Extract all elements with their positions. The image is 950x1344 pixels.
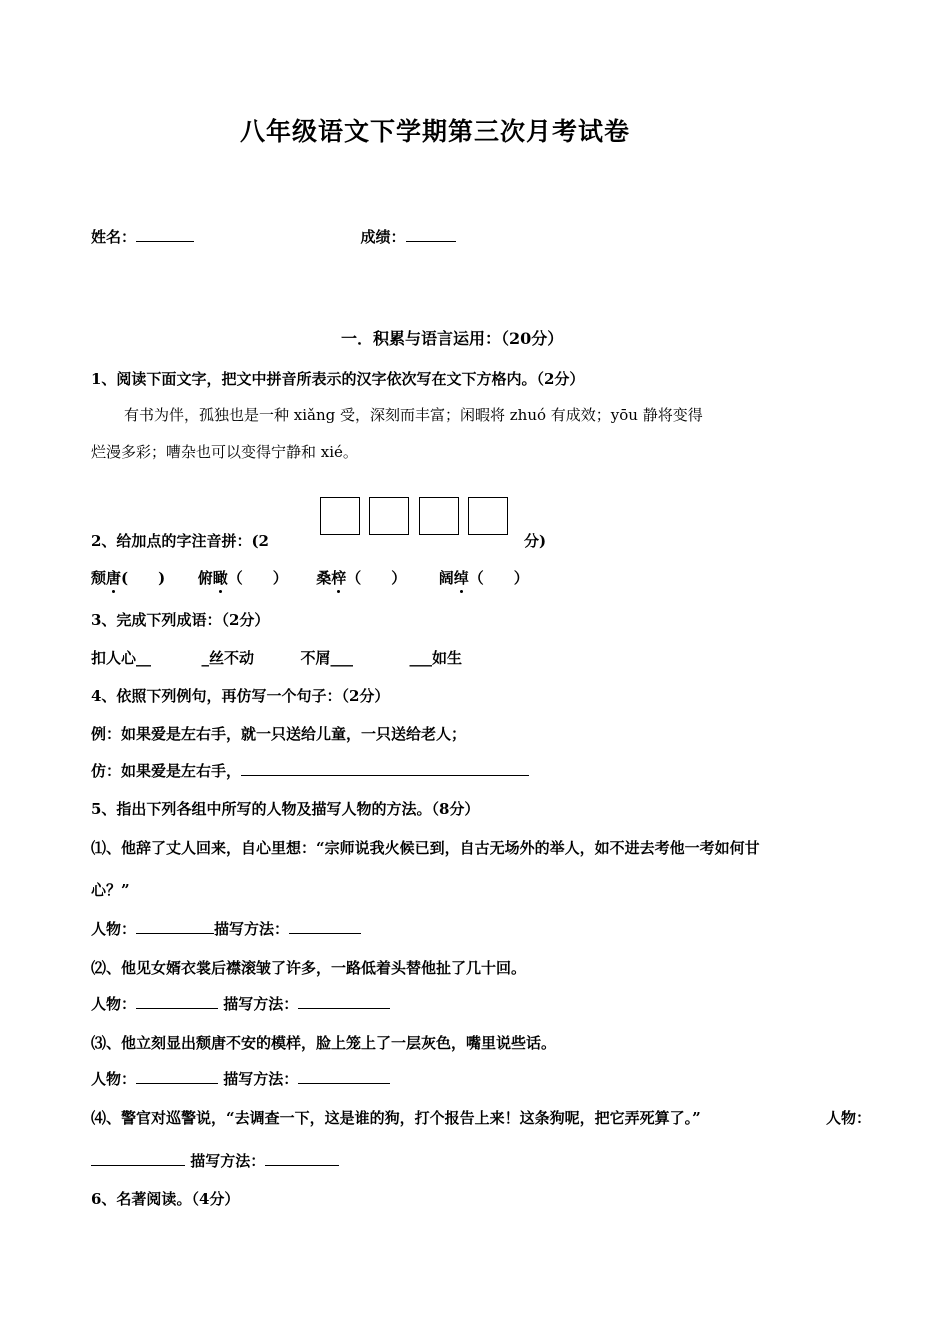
q1-text-line1: 有书为伴，孤独也是一种 xiǎng 受，深刻而丰富；闲暇将 zhuó 有成效；yōu 静将变得 bbox=[124, 406, 703, 424]
score-label: 成绩： bbox=[360, 228, 406, 246]
q3-idioms bbox=[91, 648, 462, 668]
method-blank[interactable] bbox=[298, 994, 390, 1009]
person-blank[interactable] bbox=[136, 994, 218, 1009]
method-blank[interactable] bbox=[265, 1151, 339, 1166]
q3-prompt: 3、完成下列成语：（2分） bbox=[91, 611, 270, 629]
name-blank[interactable] bbox=[136, 227, 194, 242]
section-heading: 一．积累与语言运用：（20分） bbox=[341, 329, 564, 348]
q4-prompt: 4、依照下列例句，再仿写一个句子：（2分） bbox=[91, 687, 390, 705]
name-label: 姓名： bbox=[91, 228, 137, 246]
student-info-row bbox=[91, 227, 456, 247]
q2-items bbox=[91, 568, 529, 588]
q6-prompt: 6、名著阅读。（4分） bbox=[91, 1190, 240, 1208]
q5-s1-answer: 人物： 描写方法： bbox=[91, 919, 361, 939]
q5-s3: ⑶、他立刻显出颓唐不安的模样，脸上笼上了一层灰色，嘴里说些话。 bbox=[91, 1034, 557, 1052]
q5-prompt: 5、指出下列各组中所写的人物及描写人物的方法。（8分） bbox=[91, 800, 480, 818]
q5-s4-answer: 描写方法： bbox=[91, 1151, 339, 1171]
q2-item: 颓唐( ) bbox=[91, 569, 166, 587]
person-blank[interactable] bbox=[91, 1151, 185, 1166]
person-blank[interactable] bbox=[136, 919, 214, 934]
answer-box-1[interactable] bbox=[320, 497, 360, 535]
idiom-2[interactable]: _丝不动 bbox=[201, 649, 254, 667]
idiom-1[interactable]: 扣人心__ bbox=[91, 649, 152, 667]
q4-imitate-row bbox=[91, 761, 529, 781]
person-blank[interactable] bbox=[136, 1069, 218, 1084]
q4-example: 例：如果爱是左右手，就一只送给儿童，一只送给老人； bbox=[91, 725, 467, 743]
q1-text-line2: 烂漫多彩；嘈杂也可以变得宁静和 xié。 bbox=[91, 443, 358, 461]
q4-answer-blank[interactable] bbox=[241, 761, 529, 776]
q2-prompt-end: 分) bbox=[524, 532, 547, 550]
answer-box-2[interactable] bbox=[369, 497, 409, 535]
q5-s1-line2: 心？” bbox=[91, 881, 130, 899]
q5-s4-person-label: 人物： bbox=[826, 1109, 872, 1127]
q2-prompt bbox=[91, 531, 269, 551]
method-blank[interactable] bbox=[298, 1069, 390, 1084]
q2-item: 阔绰（ ） bbox=[438, 569, 529, 587]
q2-prompt-start: 2、给加点的字注音拼：(2 bbox=[91, 532, 269, 550]
q2-item: 俯瞰（ ） bbox=[197, 569, 288, 587]
q5-s2-answer: 人物： 描写方法： bbox=[91, 994, 390, 1014]
q5-s4: ⑷、警官对巡警说，“去调查一下，这是谁的狗，打个报告上来！这条狗呢，把它弄死算了。” bbox=[91, 1109, 701, 1127]
exam-title: 八年级语文下学期第三次月考试卷 bbox=[239, 117, 630, 146]
q2-item: 桑梓（ ） bbox=[316, 569, 407, 587]
q4-imitate: 仿：如果爱是左右手， bbox=[91, 762, 242, 780]
q1-prompt: 1、阅读下面文字，把文中拼音所表示的汉字依次写在文下方格内。（2分） bbox=[91, 370, 585, 388]
idiom-4[interactable]: ___如生 bbox=[409, 649, 462, 667]
q5-s2: ⑵、他见女婿衣裳后襟滚皱了许多，一路低着头替他扯了几十回。 bbox=[91, 959, 527, 977]
method-blank[interactable] bbox=[289, 919, 361, 934]
q5-s3-answer: 人物： 描写方法： bbox=[91, 1069, 390, 1089]
score-blank[interactable] bbox=[406, 227, 456, 242]
answer-box-3[interactable] bbox=[419, 497, 459, 535]
idiom-3[interactable]: 不屑___ bbox=[300, 649, 353, 667]
answer-box-4[interactable] bbox=[468, 497, 508, 535]
q5-s1-line1: ⑴、他辞了丈人回来，自心里想：“宗师说我火候已到，自古无场外的举人，如不进去考他一考如何甘 bbox=[91, 839, 760, 857]
